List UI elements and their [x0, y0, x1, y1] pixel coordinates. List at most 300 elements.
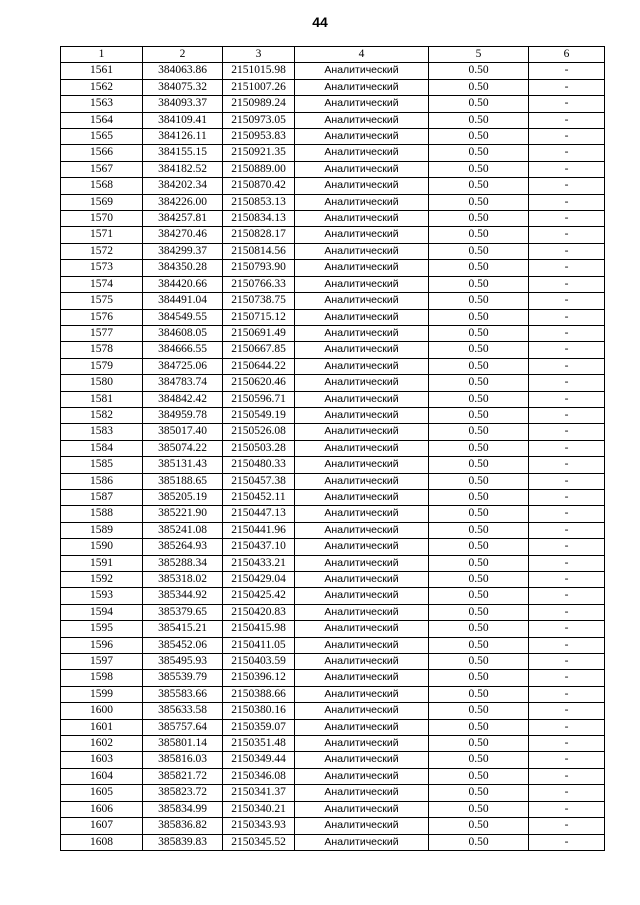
table-row	[61, 309, 605, 325]
cell-accuracy: 0.50	[429, 686, 529, 702]
cell-description: -	[529, 457, 605, 473]
cell-x-coordinate: 384226.00	[143, 194, 223, 210]
cell-x-coordinate: 384093.37	[143, 96, 223, 112]
cell-x-coordinate: 384549.55	[143, 309, 223, 325]
cell-point-number: 1606	[61, 801, 143, 817]
cell-description: -	[529, 768, 605, 784]
cell-description: -	[529, 276, 605, 292]
cell-point-number: 1603	[61, 752, 143, 768]
cell-x-coordinate: 385823.72	[143, 785, 223, 801]
cell-y-coordinate: 2150620.46	[223, 375, 295, 391]
cell-description: -	[529, 489, 605, 505]
cell-x-coordinate: 384666.55	[143, 342, 223, 358]
cell-y-coordinate: 2150921.35	[223, 145, 295, 161]
cell-description: -	[529, 440, 605, 456]
cell-method: Аналитический	[295, 768, 429, 784]
cell-point-number: 1568	[61, 178, 143, 194]
cell-method: Аналитический	[295, 79, 429, 95]
table-row	[61, 79, 605, 95]
table-row	[61, 604, 605, 620]
table-row	[61, 654, 605, 670]
cell-y-coordinate: 2151015.98	[223, 63, 295, 79]
cell-x-coordinate: 385288.34	[143, 555, 223, 571]
cell-point-number: 1584	[61, 440, 143, 456]
cell-y-coordinate: 2150420.83	[223, 604, 295, 620]
cell-accuracy: 0.50	[429, 63, 529, 79]
cell-description: -	[529, 637, 605, 653]
cell-x-coordinate: 385344.92	[143, 588, 223, 604]
cell-accuracy: 0.50	[429, 293, 529, 309]
cell-accuracy: 0.50	[429, 473, 529, 489]
cell-accuracy: 0.50	[429, 178, 529, 194]
table-row	[61, 424, 605, 440]
cell-method: Аналитический	[295, 539, 429, 555]
cell-point-number: 1573	[61, 260, 143, 276]
cell-y-coordinate: 2150549.19	[223, 407, 295, 423]
table-row	[61, 276, 605, 292]
cell-description: -	[529, 555, 605, 571]
cell-point-number: 1574	[61, 276, 143, 292]
cell-x-coordinate: 384420.66	[143, 276, 223, 292]
cell-description: -	[529, 211, 605, 227]
cell-point-number: 1572	[61, 243, 143, 259]
cell-method: Аналитический	[295, 686, 429, 702]
cell-method: Аналитический	[295, 243, 429, 259]
cell-accuracy: 0.50	[429, 621, 529, 637]
cell-y-coordinate: 2150596.71	[223, 391, 295, 407]
cell-method: Аналитический	[295, 670, 429, 686]
cell-x-coordinate: 384202.34	[143, 178, 223, 194]
cell-point-number: 1564	[61, 112, 143, 128]
cell-y-coordinate: 2150526.08	[223, 424, 295, 440]
table-row	[61, 768, 605, 784]
table-row	[61, 440, 605, 456]
cell-method: Аналитический	[295, 391, 429, 407]
cell-accuracy: 0.50	[429, 588, 529, 604]
cell-method: Аналитический	[295, 129, 429, 145]
cell-x-coordinate: 384182.52	[143, 161, 223, 177]
cell-accuracy: 0.50	[429, 818, 529, 834]
cell-description: -	[529, 686, 605, 702]
cell-y-coordinate: 2150503.28	[223, 440, 295, 456]
cell-method: Аналитический	[295, 703, 429, 719]
cell-x-coordinate: 384783.74	[143, 375, 223, 391]
cell-x-coordinate: 385241.08	[143, 522, 223, 538]
cell-point-number: 1601	[61, 719, 143, 735]
cell-description: -	[529, 539, 605, 555]
cell-x-coordinate: 385821.72	[143, 768, 223, 784]
cell-y-coordinate: 2150738.75	[223, 293, 295, 309]
cell-x-coordinate: 385839.83	[143, 834, 223, 850]
table-row	[61, 260, 605, 276]
cell-method: Аналитический	[295, 489, 429, 505]
table-row	[61, 227, 605, 243]
cell-x-coordinate: 385017.40	[143, 424, 223, 440]
cell-x-coordinate: 385834.99	[143, 801, 223, 817]
table-row	[61, 785, 605, 801]
column-header-y: 3	[223, 47, 295, 63]
table-row	[61, 178, 605, 194]
cell-description: -	[529, 79, 605, 95]
cell-description: -	[529, 293, 605, 309]
table-row	[61, 194, 605, 210]
table-row	[61, 243, 605, 259]
cell-point-number: 1596	[61, 637, 143, 653]
table-row	[61, 391, 605, 407]
cell-accuracy: 0.50	[429, 211, 529, 227]
cell-y-coordinate: 2150437.10	[223, 539, 295, 555]
cell-description: -	[529, 736, 605, 752]
cell-method: Аналитический	[295, 342, 429, 358]
cell-method: Аналитический	[295, 588, 429, 604]
cell-description: -	[529, 572, 605, 588]
cell-x-coordinate: 384063.86	[143, 63, 223, 79]
cell-x-coordinate: 384350.28	[143, 260, 223, 276]
cell-accuracy: 0.50	[429, 752, 529, 768]
cell-method: Аналитический	[295, 375, 429, 391]
cell-accuracy: 0.50	[429, 457, 529, 473]
table-row	[61, 457, 605, 473]
cell-x-coordinate: 385539.79	[143, 670, 223, 686]
cell-method: Аналитический	[295, 818, 429, 834]
cell-description: -	[529, 670, 605, 686]
cell-description: -	[529, 752, 605, 768]
cell-x-coordinate: 384725.06	[143, 358, 223, 374]
cell-method: Аналитический	[295, 801, 429, 817]
cell-method: Аналитический	[295, 309, 429, 325]
cell-accuracy: 0.50	[429, 96, 529, 112]
cell-point-number: 1562	[61, 79, 143, 95]
table-row	[61, 506, 605, 522]
table-row	[61, 555, 605, 571]
cell-point-number: 1590	[61, 539, 143, 555]
cell-accuracy: 0.50	[429, 79, 529, 95]
cell-x-coordinate: 385452.06	[143, 637, 223, 653]
cell-x-coordinate: 385188.65	[143, 473, 223, 489]
table-row	[61, 637, 605, 653]
cell-point-number: 1577	[61, 325, 143, 341]
table-row	[61, 325, 605, 341]
table-row	[61, 834, 605, 850]
cell-y-coordinate: 2150380.16	[223, 703, 295, 719]
cell-x-coordinate: 384491.04	[143, 293, 223, 309]
cell-description: -	[529, 178, 605, 194]
cell-point-number: 1579	[61, 358, 143, 374]
table-row	[61, 752, 605, 768]
cell-accuracy: 0.50	[429, 145, 529, 161]
cell-method: Аналитический	[295, 785, 429, 801]
cell-description: -	[529, 342, 605, 358]
column-header-point-number: 1	[61, 47, 143, 63]
cell-method: Аналитический	[295, 736, 429, 752]
cell-description: -	[529, 801, 605, 817]
cell-method: Аналитический	[295, 457, 429, 473]
cell-y-coordinate: 2150415.98	[223, 621, 295, 637]
cell-y-coordinate: 2150403.59	[223, 654, 295, 670]
cell-method: Аналитический	[295, 572, 429, 588]
cell-point-number: 1570	[61, 211, 143, 227]
cell-method: Аналитический	[295, 506, 429, 522]
cell-method: Аналитический	[295, 194, 429, 210]
cell-description: -	[529, 621, 605, 637]
cell-point-number: 1598	[61, 670, 143, 686]
cell-x-coordinate: 384959.78	[143, 407, 223, 423]
cell-point-number: 1587	[61, 489, 143, 505]
cell-description: -	[529, 260, 605, 276]
cell-x-coordinate: 385318.02	[143, 572, 223, 588]
table-row	[61, 407, 605, 423]
cell-y-coordinate: 2150480.33	[223, 457, 295, 473]
cell-method: Аналитический	[295, 654, 429, 670]
cell-point-number: 1600	[61, 703, 143, 719]
cell-point-number: 1593	[61, 588, 143, 604]
table-row	[61, 719, 605, 735]
cell-y-coordinate: 2150989.24	[223, 96, 295, 112]
cell-description: -	[529, 719, 605, 735]
cell-point-number: 1608	[61, 834, 143, 850]
cell-y-coordinate: 2150359.07	[223, 719, 295, 735]
cell-point-number: 1565	[61, 129, 143, 145]
cell-method: Аналитический	[295, 522, 429, 538]
cell-method: Аналитический	[295, 227, 429, 243]
cell-method: Аналитический	[295, 96, 429, 112]
cell-description: -	[529, 654, 605, 670]
cell-description: -	[529, 325, 605, 341]
cell-y-coordinate: 2150870.42	[223, 178, 295, 194]
cell-accuracy: 0.50	[429, 604, 529, 620]
cell-accuracy: 0.50	[429, 424, 529, 440]
cell-accuracy: 0.50	[429, 768, 529, 784]
cell-method: Аналитический	[295, 621, 429, 637]
cell-accuracy: 0.50	[429, 539, 529, 555]
cell-description: -	[529, 129, 605, 145]
table-row	[61, 539, 605, 555]
cell-method: Аналитический	[295, 260, 429, 276]
cell-description: -	[529, 112, 605, 128]
cell-point-number: 1582	[61, 407, 143, 423]
cell-point-number: 1580	[61, 375, 143, 391]
cell-x-coordinate: 384299.37	[143, 243, 223, 259]
cell-description: -	[529, 145, 605, 161]
cell-accuracy: 0.50	[429, 129, 529, 145]
cell-point-number: 1567	[61, 161, 143, 177]
cell-y-coordinate: 2150853.13	[223, 194, 295, 210]
cell-x-coordinate: 384109.41	[143, 112, 223, 128]
cell-x-coordinate: 384842.42	[143, 391, 223, 407]
cell-point-number: 1595	[61, 621, 143, 637]
cell-x-coordinate: 385205.19	[143, 489, 223, 505]
cell-y-coordinate: 2150793.90	[223, 260, 295, 276]
cell-y-coordinate: 2150644.22	[223, 358, 295, 374]
cell-accuracy: 0.50	[429, 161, 529, 177]
cell-point-number: 1583	[61, 424, 143, 440]
cell-point-number: 1569	[61, 194, 143, 210]
cell-method: Аналитический	[295, 211, 429, 227]
cell-description: -	[529, 703, 605, 719]
cell-point-number: 1561	[61, 63, 143, 79]
table-row	[61, 358, 605, 374]
cell-point-number: 1597	[61, 654, 143, 670]
table-row	[61, 588, 605, 604]
cell-point-number: 1594	[61, 604, 143, 620]
cell-y-coordinate: 2150343.93	[223, 818, 295, 834]
table-row	[61, 818, 605, 834]
cell-y-coordinate: 2150828.17	[223, 227, 295, 243]
cell-accuracy: 0.50	[429, 572, 529, 588]
cell-accuracy: 0.50	[429, 506, 529, 522]
cell-method: Аналитический	[295, 145, 429, 161]
cell-accuracy: 0.50	[429, 489, 529, 505]
cell-method: Аналитический	[295, 63, 429, 79]
table-row	[61, 342, 605, 358]
cell-x-coordinate: 385757.64	[143, 719, 223, 735]
table-row	[61, 522, 605, 538]
column-header-accuracy: 5	[429, 47, 529, 63]
cell-method: Аналитический	[295, 752, 429, 768]
column-header-x: 2	[143, 47, 223, 63]
cell-description: -	[529, 818, 605, 834]
table-row	[61, 161, 605, 177]
cell-x-coordinate: 385415.21	[143, 621, 223, 637]
table-row	[61, 572, 605, 588]
cell-x-coordinate: 384075.32	[143, 79, 223, 95]
cell-x-coordinate: 384608.05	[143, 325, 223, 341]
cell-method: Аналитический	[295, 161, 429, 177]
table-row	[61, 96, 605, 112]
cell-description: -	[529, 194, 605, 210]
cell-accuracy: 0.50	[429, 670, 529, 686]
cell-accuracy: 0.50	[429, 703, 529, 719]
table-row	[61, 736, 605, 752]
table-row	[61, 63, 605, 79]
cell-point-number: 1581	[61, 391, 143, 407]
cell-point-number: 1589	[61, 522, 143, 538]
cell-y-coordinate: 2150346.08	[223, 768, 295, 784]
cell-description: -	[529, 506, 605, 522]
cell-description: -	[529, 834, 605, 850]
cell-accuracy: 0.50	[429, 342, 529, 358]
table-row	[61, 489, 605, 505]
cell-description: -	[529, 161, 605, 177]
cell-x-coordinate: 385583.66	[143, 686, 223, 702]
cell-description: -	[529, 309, 605, 325]
cell-accuracy: 0.50	[429, 785, 529, 801]
cell-description: -	[529, 391, 605, 407]
cell-y-coordinate: 2150457.38	[223, 473, 295, 489]
cell-description: -	[529, 473, 605, 489]
cell-y-coordinate: 2150441.96	[223, 522, 295, 538]
cell-method: Аналитический	[295, 440, 429, 456]
cell-method: Аналитический	[295, 424, 429, 440]
cell-y-coordinate: 2150433.21	[223, 555, 295, 571]
cell-point-number: 1591	[61, 555, 143, 571]
cell-point-number: 1607	[61, 818, 143, 834]
column-header-description: 6	[529, 47, 605, 63]
cell-description: -	[529, 375, 605, 391]
cell-point-number: 1599	[61, 686, 143, 702]
cell-point-number: 1605	[61, 785, 143, 801]
cell-x-coordinate: 385074.22	[143, 440, 223, 456]
cell-point-number: 1604	[61, 768, 143, 784]
cell-y-coordinate: 2150345.52	[223, 834, 295, 850]
table-row	[61, 670, 605, 686]
cell-point-number: 1586	[61, 473, 143, 489]
cell-accuracy: 0.50	[429, 358, 529, 374]
cell-y-coordinate: 2150953.83	[223, 129, 295, 145]
column-header-method: 4	[295, 47, 429, 63]
cell-description: -	[529, 407, 605, 423]
cell-x-coordinate: 385221.90	[143, 506, 223, 522]
cell-accuracy: 0.50	[429, 375, 529, 391]
cell-method: Аналитический	[295, 325, 429, 341]
cell-y-coordinate: 2150349.44	[223, 752, 295, 768]
cell-description: -	[529, 588, 605, 604]
cell-point-number: 1585	[61, 457, 143, 473]
table-row	[61, 703, 605, 719]
cell-accuracy: 0.50	[429, 555, 529, 571]
cell-method: Аналитический	[295, 407, 429, 423]
table-row	[61, 145, 605, 161]
cell-x-coordinate: 385801.14	[143, 736, 223, 752]
cell-point-number: 1588	[61, 506, 143, 522]
page-number: 44	[312, 14, 328, 30]
cell-method: Аналитический	[295, 178, 429, 194]
cell-accuracy: 0.50	[429, 736, 529, 752]
cell-x-coordinate: 385264.93	[143, 539, 223, 555]
table-row	[61, 112, 605, 128]
cell-accuracy: 0.50	[429, 243, 529, 259]
cell-description: -	[529, 96, 605, 112]
cell-x-coordinate: 385633.58	[143, 703, 223, 719]
table-row	[61, 129, 605, 145]
table-row	[61, 473, 605, 489]
cell-y-coordinate: 2150429.04	[223, 572, 295, 588]
cell-y-coordinate: 2150766.33	[223, 276, 295, 292]
cell-y-coordinate: 2150341.37	[223, 785, 295, 801]
cell-method: Аналитический	[295, 358, 429, 374]
cell-x-coordinate: 385131.43	[143, 457, 223, 473]
cell-method: Аналитический	[295, 555, 429, 571]
cell-accuracy: 0.50	[429, 325, 529, 341]
table-row	[61, 375, 605, 391]
cell-y-coordinate: 2150973.05	[223, 112, 295, 128]
cell-point-number: 1602	[61, 736, 143, 752]
cell-method: Аналитический	[295, 719, 429, 735]
coordinates-table	[60, 46, 605, 851]
cell-point-number: 1578	[61, 342, 143, 358]
cell-accuracy: 0.50	[429, 227, 529, 243]
cell-y-coordinate: 2150834.13	[223, 211, 295, 227]
cell-y-coordinate: 2150396.12	[223, 670, 295, 686]
cell-y-coordinate: 2150889.00	[223, 161, 295, 177]
table-header-row	[61, 47, 605, 63]
cell-accuracy: 0.50	[429, 834, 529, 850]
table-row	[61, 621, 605, 637]
cell-method: Аналитический	[295, 637, 429, 653]
cell-accuracy: 0.50	[429, 522, 529, 538]
cell-accuracy: 0.50	[429, 276, 529, 292]
cell-description: -	[529, 243, 605, 259]
cell-point-number: 1571	[61, 227, 143, 243]
cell-method: Аналитический	[295, 276, 429, 292]
cell-y-coordinate: 2150388.66	[223, 686, 295, 702]
cell-method: Аналитический	[295, 112, 429, 128]
cell-point-number: 1575	[61, 293, 143, 309]
cell-accuracy: 0.50	[429, 801, 529, 817]
table-body	[61, 63, 605, 851]
cell-description: -	[529, 522, 605, 538]
cell-y-coordinate: 2150691.49	[223, 325, 295, 341]
